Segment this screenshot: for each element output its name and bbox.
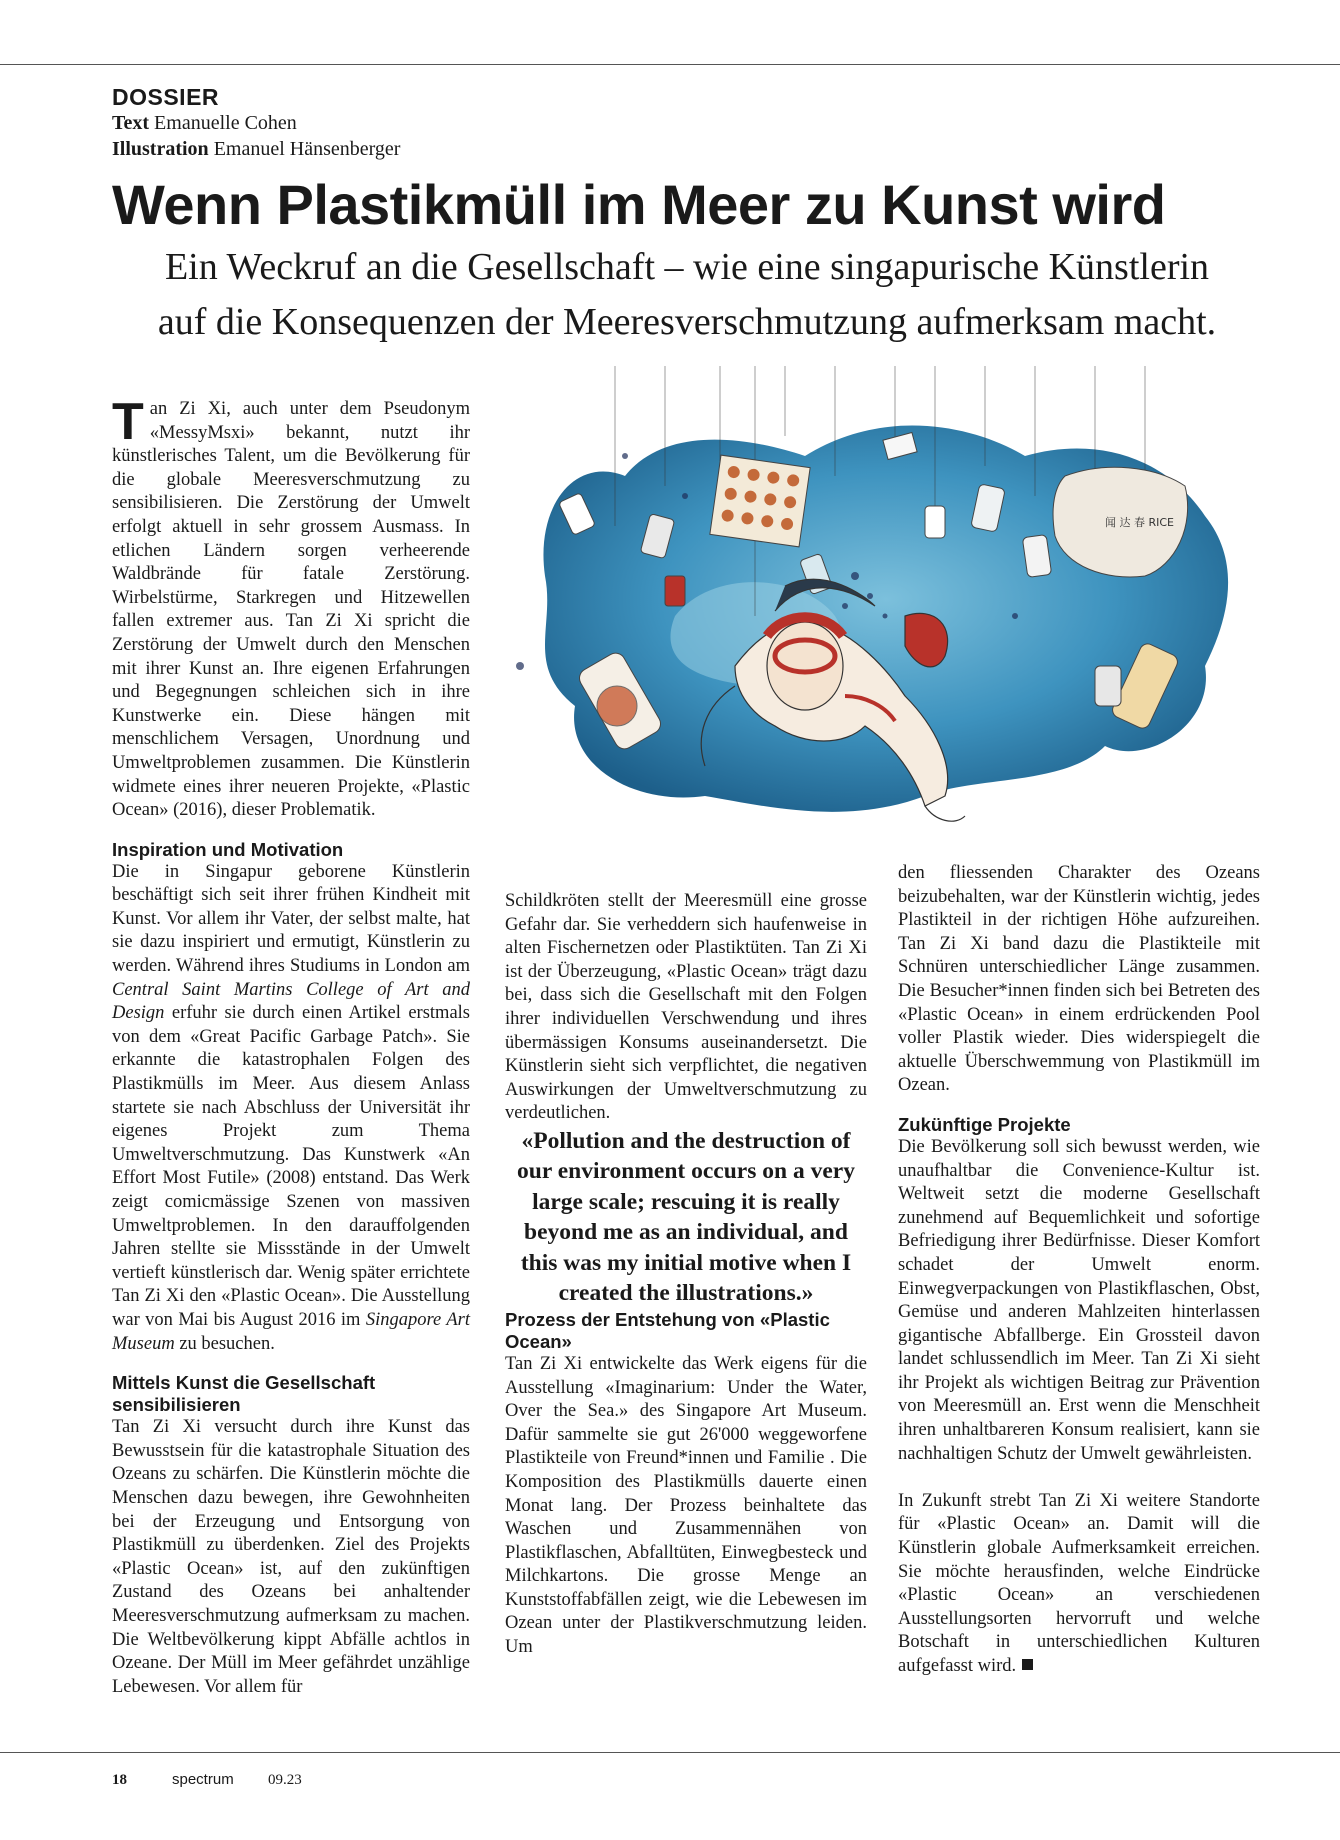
top-rule — [0, 64, 1340, 65]
college-name: Central Saint Martins College of Art and Design — [112, 979, 470, 1024]
subheadline — [112, 240, 1262, 350]
illustration-credit-label: Illustration — [112, 138, 209, 160]
pull-quote: «Pollution and the destruction of our environment occurs on a very large scale; rescuing it is really beyond me as an individual, and this was my initial motive when I created the illustrations.» — [517, 1127, 855, 1307]
kunst-paragraph: Tan Zi Xi versucht durch ihre Kunst das Bewusstsein für die katastrophale Situation des Ozeans zu schärfen. Die Künstlerin möchte die Menschen dazu bewegen, ihre Gewohnheiten bei der Erzeugung und Entsorgung von Plastikmüll zu überdenken. Ziel des Projekts «Plastic Ocean» ist, auf den zukünftigen Zustand des Ozeans bei anhaltender Meeresverschmutzung aufmerksam zu machen. Die Weltbevölkerung kippt Abfälle achtlos in Ozeane. Der Müll im Meer gefährdet unzählige Lebewesen. Vor allem für — [112, 1417, 470, 1697]
subheading-inspiration: Inspiration und Motivation — [112, 838, 344, 860]
plastic-ocean-illustration — [505, 366, 1265, 866]
ocean-paragraph: den fliessenden Charakter des Ozeans beizubehalten, war der Künstlerin wichtig, jedes Plastikteil in der richtigen Höhe aufzureihen. Tan Zi Xi band dazu die Plastikteile mit Schnüren unterschiedlicher Länge zusammen. Die Besucher*innen finden sich bei Betreten des «Plastic Ocean» in einem erdrückenden Pool voller Plastik wieder. Dies widerspiegelt die aktuelle Überschwemmung von Plastikmüll im Ozean. — [898, 863, 1260, 1096]
end-mark-icon — [1022, 1659, 1033, 1670]
intro-paragraph — [112, 393, 470, 823]
subheading-zukunft: Zukünftige Projekte — [898, 1113, 1071, 1135]
issue-date: 09.23 — [268, 1772, 302, 1788]
text-credit-name: Emanuelle Cohen — [154, 112, 297, 134]
turtles-paragraph: Schildkröten stellt der Meeresmüll eine grosse Gefahr dar. Sie verheddern sich haufenweise in alten Fischernetzen oder Plastiktüten. Tan Zi Xi ist der Überzeugung, «Plastic Ocean» trägt dazu bei, dass sich die Gesellschaft mit den Folgen ihrer individuellen Verschwendung und ihres übermässigen Konsums auseinandersetzt. Die Künstlerin sieht sich verpflichtet, die negativen Auswirkungen der Umweltverschmutzung zu verdeutlichen. — [505, 891, 867, 1124]
museum-name: Singapore Art Museum — [112, 1309, 470, 1354]
intro-text: an Zi Xi, auch unter dem Pseudonym «MessyMsxi» bekannt, nutzt ihr künstlerisches Talent, um die Bevölkerung für die globale Meeresverschmutzung zu sensibilisieren. Die Zerstörung der Umwelt erfolgt aktuell in sehr grossem Ausmass. In etlichen Ländern sorgen verheerende Waldbrände für fatale Zerstörung. Wirbelstürme, Starkregen und Hitzewellen fallen extremer aus. Tan Zi Xi spricht die Zerstörung der Umwelt durch den Menschen mit ihrer Kunst an. Ihre eigenen Erfahrungen und Begegnungen schleichen sich in ihre Kunstwerke ein. Diese hängen mit menschlichem Versagen, Unordnung und Umweltproblemen zusammen. Die Künstlerin widmete eines ihrer neueren Projekte, «Plastic Ocean» (2016), dieser Problematik. — [112, 399, 470, 821]
future-paragraph — [898, 1490, 1260, 1679]
inspiration-text-b: erfuhr sie durch einen Artikel erstmals von dem «Great Pacific Garbage Patch». Sie erkannte die katastrophalen Folgen des Plastikmülls im Meer. Aus diesem Anlass startete sie nach Abschluss der Universität ihr eigenes Projekt zum Thema Umweltverschmutzung. Das Kunstwerk «An Effort Most Futile» (2008) entstand. Das Werk zeigt comicmässige Szenen von massiven Umweltproblemen. In den darauffolgenden Jahren stellte sie Missstände in der Umwelt vertieft künstlerisch dar. Wenig später errichtete Tan Zi Xi den «Plastic Ocean». Die Ausstellung war von Mai bis August 2016 im — [112, 1003, 470, 1330]
article-column-1 — [112, 393, 470, 1699]
section-label: DOSSIER — [112, 84, 220, 110]
egg-carton — [710, 455, 810, 547]
article-column-2 — [505, 890, 867, 1660]
text-credit-label: Text — [112, 112, 150, 134]
convenience-paragraph: Die Bevölkerung soll sich bewusst werden, wie unaufhaltbar die Convenience-Kultur ist. Weltweit setzt die moderne Gesellschaft zunehmend auf Bequemlichkeit und sofortige Befriedigung ihrer Bedürfnisse. Dieser Komfort schadet der Umwelt enorm. Einwegverpackungen von Plastikflaschen, Obst, Gemüse und anderen Mahlzeiten hinterlassen gigantische Abfallberge. Ein Grossteil davon landet schlussendlich im Meer. Tan Zi Xi sieht ihr Projekt als wichtigen Beitrag zur Prävention von Meeresmüll an. Erst wenn die Menschheit ihren unhaltbareren Konsum realisiert, kann sie nachhaltigen Schutz der Umwelt gewährleisten. — [898, 1136, 1260, 1464]
prozess-paragraph: Tan Zi Xi entwickelte das Werk eigens für die Ausstellung «Imaginarium: Under the Water, Over the Sea.» des Singapore Art Museum. Dafür sammelte sie gut 26'000 weggeworfene Plastikteile von Freund*innen und Familie . Die Komposition des Plastikmülls dauerte einen Monat lang. Der Prozess beinhaltete das Waschen und Zusammennähen von Plastikflaschen, Abfalltüten, Einwegbesteck und Milchkartons. Die grosse Menge an Kunststoffabfällen zeigt, wie die Lebewesen im Ozean unter der Plastikverschmutzung leiden. Um — [505, 1353, 867, 1658]
inspiration-text-c: zu besuchen. — [174, 1333, 275, 1354]
subheading-kunst: Mittels Kunst die Gesellschaft sensibilisieren — [112, 1372, 376, 1416]
drop-cap: T — [112, 393, 144, 451]
bottom-rule — [0, 1752, 1340, 1753]
text-credit — [112, 110, 1262, 136]
magazine-name: spectrum — [172, 1771, 234, 1788]
subheading-prozess: Prozess der Entstehung von «Plastic Ocean» — [505, 1308, 830, 1352]
illustration-credit-name: Emanuel Hänsenberger — [213, 138, 401, 160]
page-footer — [112, 1771, 302, 1789]
subheadline-line-1: Ein Weckruf an die Gesellschaft – wie eine singapurische Künstlerin — [164, 246, 1210, 288]
inspiration-paragraph — [112, 861, 470, 1356]
future-text: In Zukunft strebt Tan Zi Xi weitere Standorte für «Plastic Ocean» an. Damit will die Künstlerin globale Aufmerksamkeit erreichen. Sie möchte herausfinden, welche Eindrücke «Plastic Ocean» an verschiedenen Ausstellungsorten hervorruft und welche Botschaft in unterschiedlichen Kulturen aufgefasst wird. — [898, 1490, 1260, 1676]
subheadline-line-2: auf die Konsequenzen der Meeresverschmutzung aufmerksam macht. — [157, 301, 1217, 343]
article-column-3 — [898, 862, 1260, 1679]
article-header — [112, 84, 1262, 350]
illustration-credit — [112, 136, 1262, 162]
rice-bag — [1053, 467, 1188, 577]
page-number: 18 — [112, 1772, 127, 1788]
rice-bag-label: 闻 达 春 RICE — [1105, 516, 1175, 529]
headline: Wenn Plastikmüll im Meer zu Kunst wird — [112, 173, 1166, 236]
inspiration-text-a: Die in Singapur geborene Künstlerin beschäftigt sich seit ihrer frühen Kindheit mit Kunst. Vor allem ihr Vater, der selbst malte, hat sie dazu inspiriert und ermutigt, Künstlerin zu werden. Während ihres Studiums in London am — [112, 861, 470, 977]
